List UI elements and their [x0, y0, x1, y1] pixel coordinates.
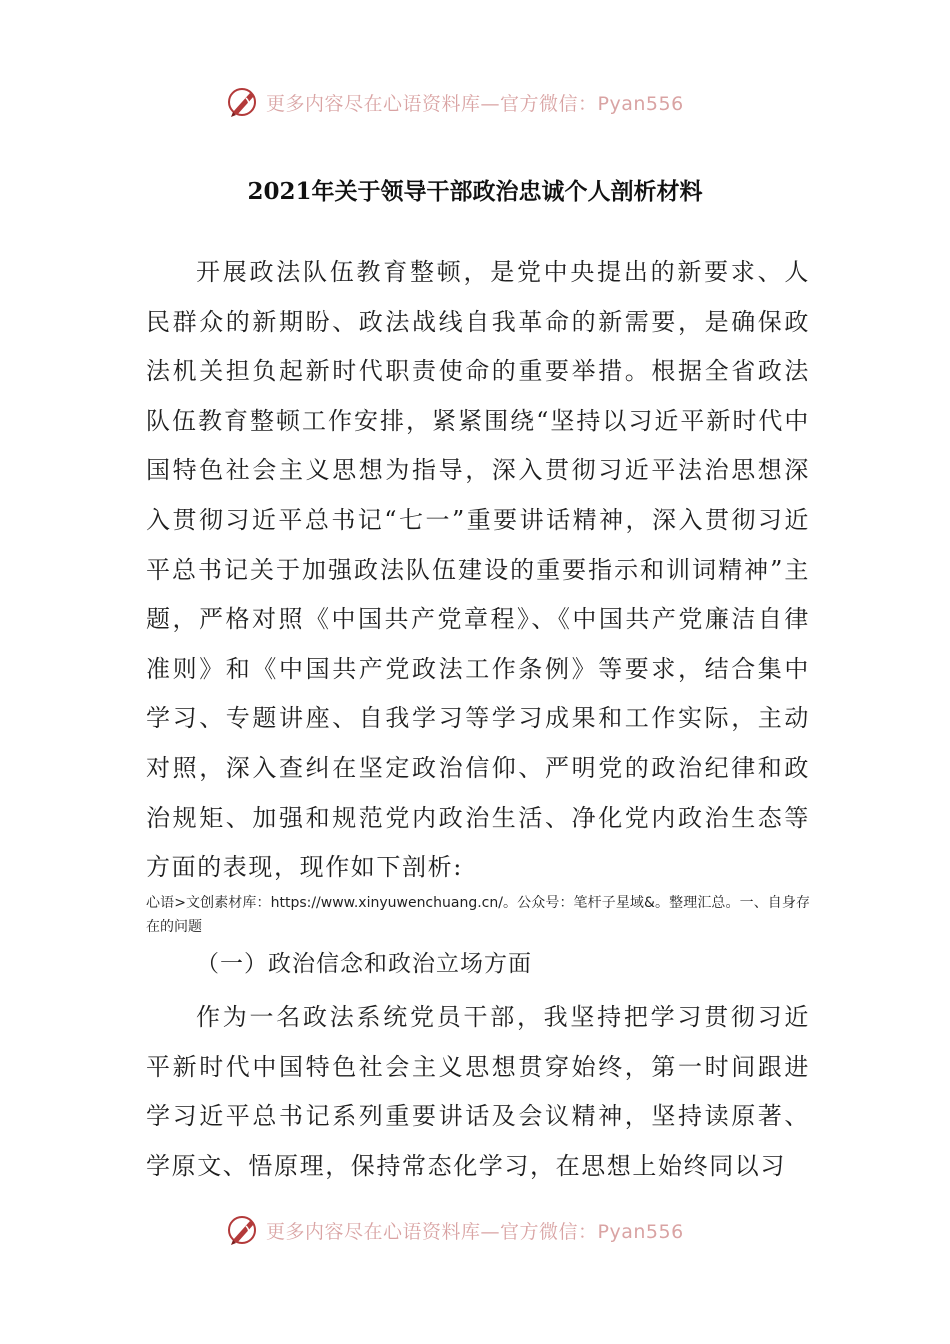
wechat-id: Pyan556 [597, 92, 684, 115]
wechat-id: Pyan556 [597, 1220, 684, 1243]
document-title: 2021年关于领导干部政治忠诚个人剖析材料 [247, 178, 703, 205]
source-note: 心语>文创素材库：https://www.xinyuwenchuang.cn/。公众号：笔杆子星域&。整理汇总。一、自身存在的问题 [146, 895, 810, 935]
pen-logo-icon [226, 85, 260, 119]
section-heading: （一）政治信念和政治立场方面 [196, 951, 532, 977]
footer-banner [226, 1210, 726, 1250]
banner-text: 更多内容尽在心语资料库—官方微信：Pyan556 [266, 92, 684, 115]
intro-paragraph: 开展政法队伍教育整顿，是党中央提出的新要求、人民群众的新期盼、政法战线自我革命的新需要，是确保政法机关担负起新时代职责使命的重要举措。根据全省政法队伍教育整顿工作安排，紧紧围绕“坚持以习近平新时代中国特色社会主义思想为指导，深入贯彻习近平法治思想深入贯彻习近平总书记“七一”重要讲话精神，深入贯彻习近平总书记关于加强政法队伍建设的重要指示和训词精神”主题，严格对照《中国共产党章程》、《中国共产党廉洁自律准则》和《中国共产党政法工作条例》等要求，结合集中学习、专题讲座、自我学习等学习成果和工作实际，主动对照，深入查纠在坚定政治信仰、严明党的政治纪律和政治规矩、加强和规范党内政治生活、净化党内政治生态等方面的表现，现作如下剖析: [146, 258, 810, 882]
header-banner [226, 82, 726, 122]
pen-logo-icon [226, 1213, 260, 1247]
banner-text: 更多内容尽在心语资料库—官方微信：Pyan556 [266, 1220, 684, 1243]
body-paragraph: 作为一名政法系统党员干部，我坚持把学习贯彻习近平新时代中国特色社会主义思想贯穿始终，第一时间跟进学习近平总书记系列重要讲话及会议精神，坚持读原著、学原文、悟原理，保持常态化学习，在思想上始终同以习 [146, 1003, 810, 1180]
